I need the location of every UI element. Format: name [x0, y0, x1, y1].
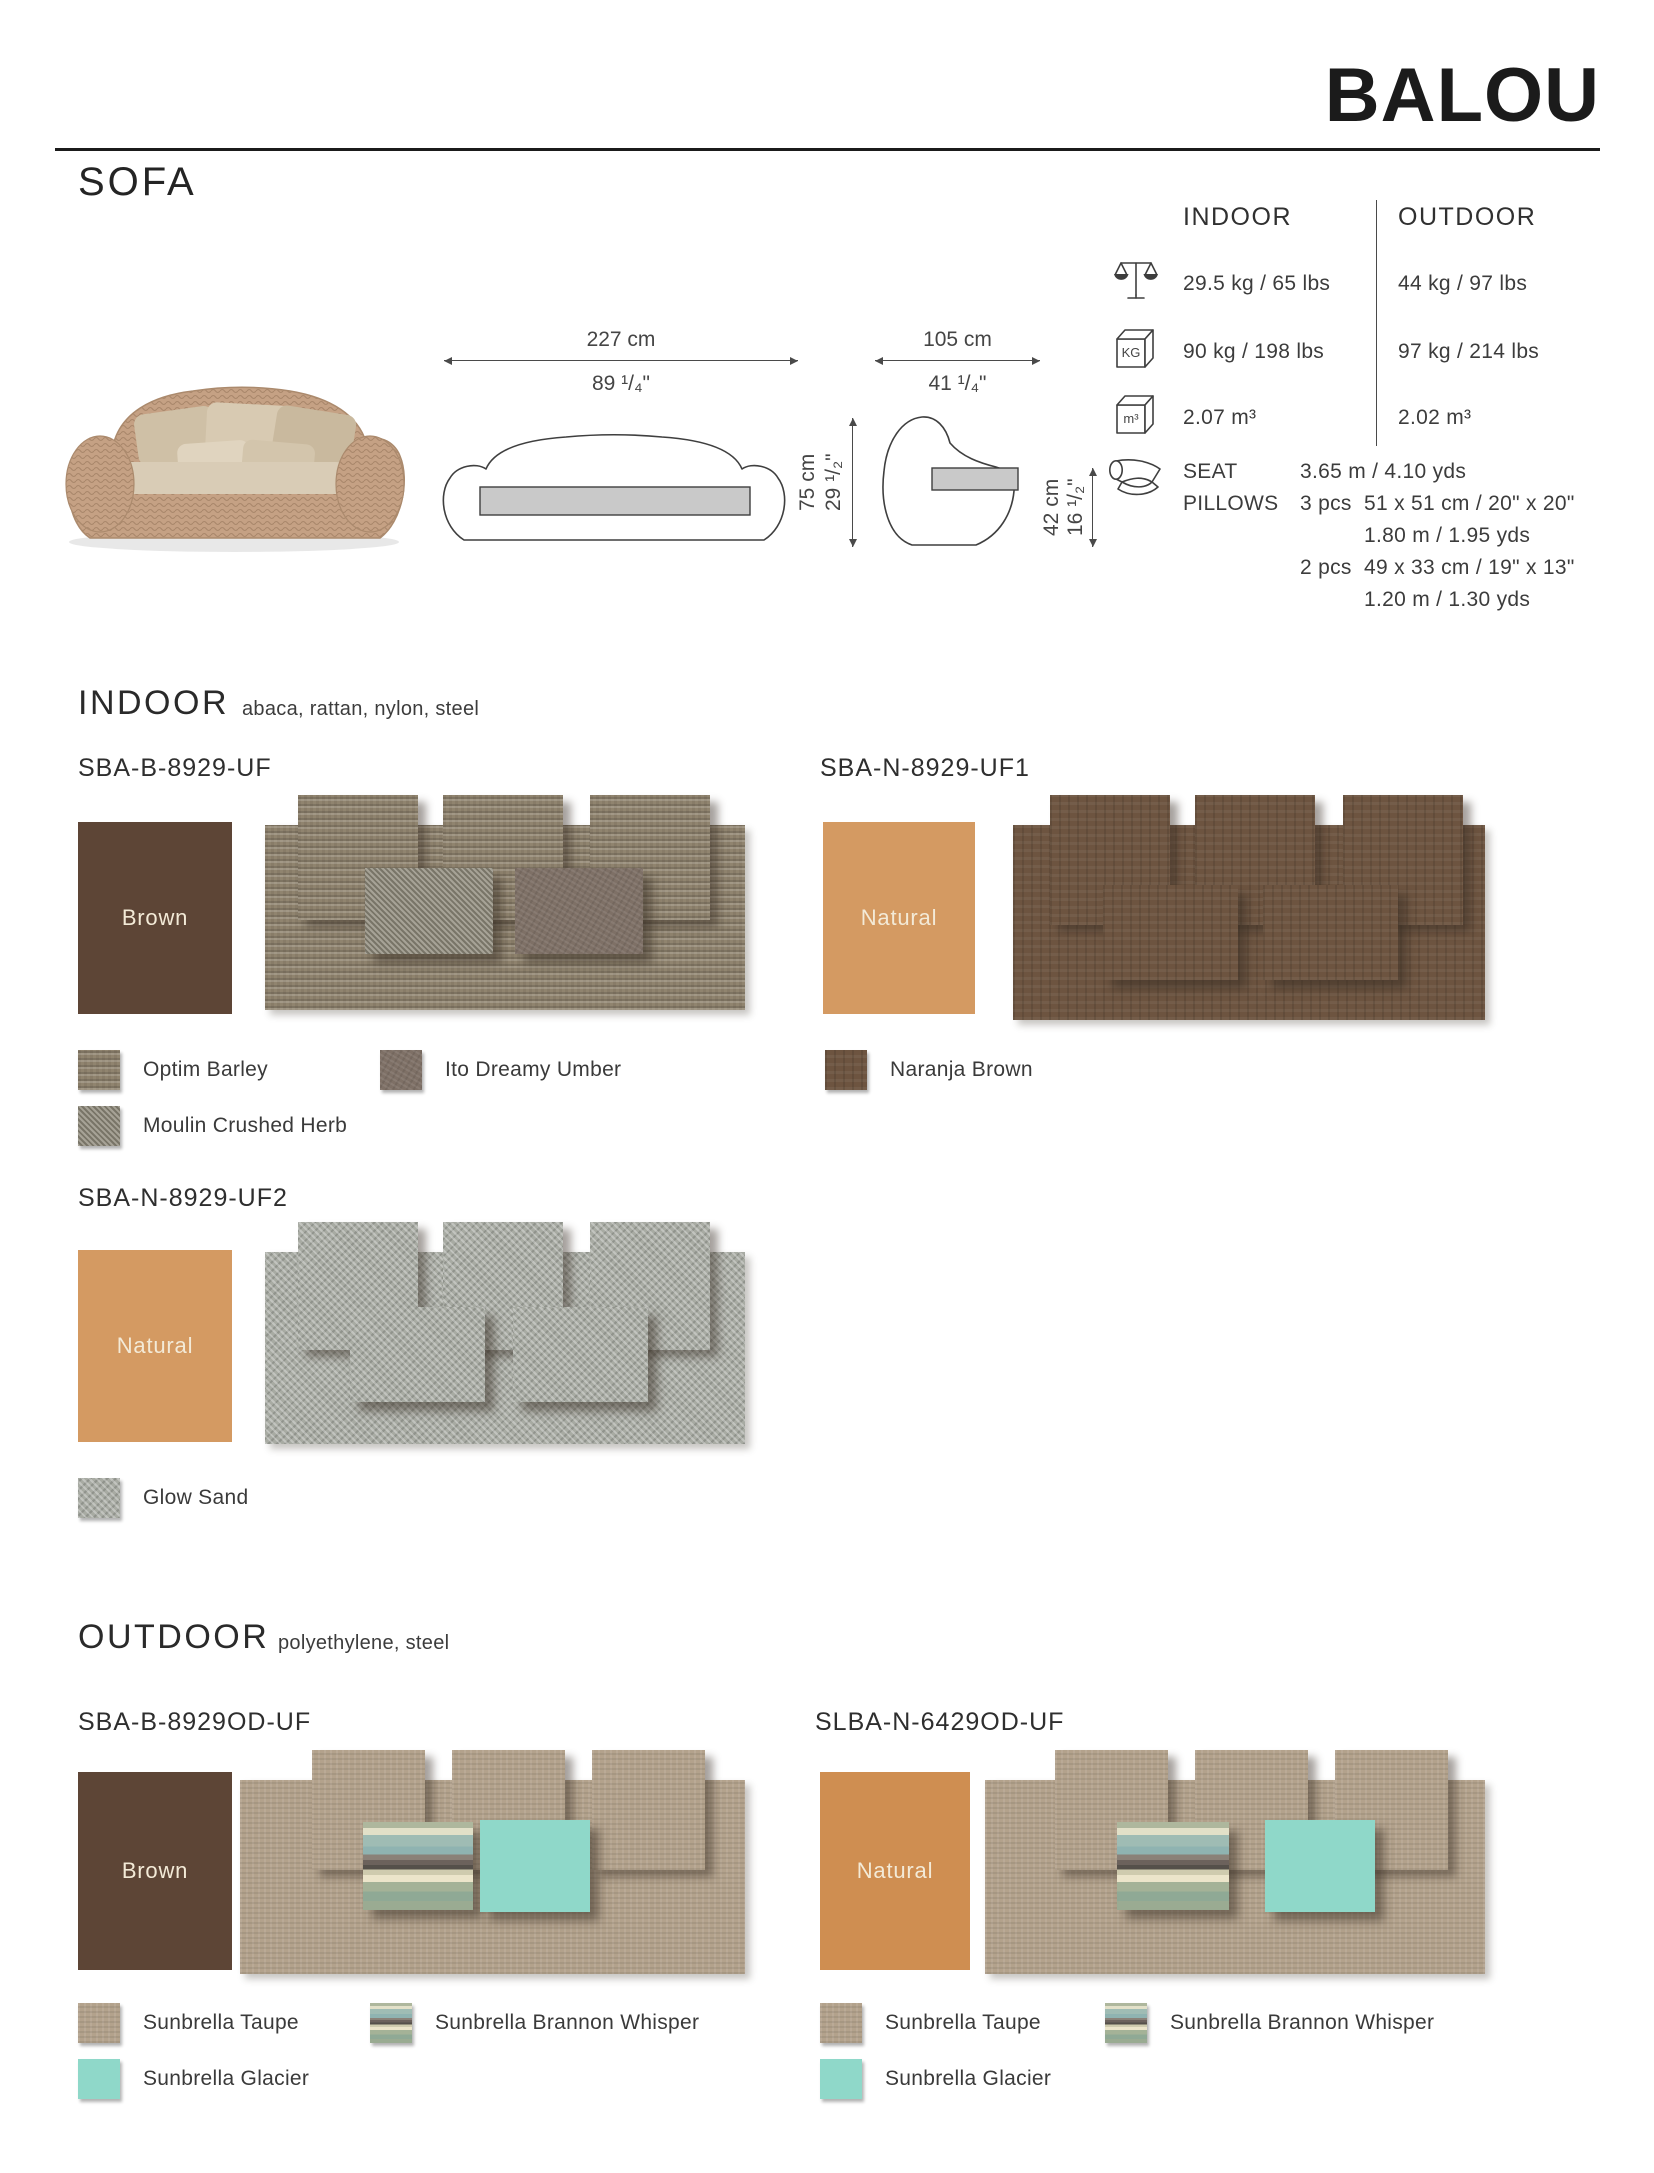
seat-pillows-total-yardage: 3.65 m / 4.10 yds [1300, 460, 1467, 483]
swatch-sunbrella-brannon-whisper [370, 2003, 412, 2043]
spec-net-weight-indoor: 29.5 kg / 65 lbs [1183, 272, 1331, 295]
svg-text:m³: m³ [1123, 411, 1139, 426]
dim-seat-height-in: 16 ¹/₂" [1064, 478, 1087, 537]
dim-side-depth-cm: 105 cm [923, 328, 992, 351]
spec-outdoor-header: OUTDOOR [1398, 203, 1537, 231]
swatch-label: Optim Barley [143, 1058, 268, 1081]
header-divider-line [55, 148, 1600, 151]
outdoor-materials: polyethylene, steel [278, 1632, 450, 1654]
finish-chip-brown [78, 822, 232, 1014]
fabric-collage [265, 1222, 745, 1444]
swatch-sunbrella-taupe [78, 2003, 120, 2043]
seat-pillows-qty-1: 3 pcs [1300, 492, 1352, 515]
finish-chip-label: Natural [856, 1858, 934, 1883]
swatch-label: Sunbrella Taupe [885, 2011, 1041, 2034]
product-code: SBA-B-8929OD-UF [78, 1708, 312, 1736]
product-code: SBA-N-8929-UF1 [820, 754, 1030, 782]
product-code: SBA-B-8929-UF [78, 754, 272, 782]
swatch-ito-dreamy-umber [380, 1050, 422, 1090]
swatch-label: Sunbrella Taupe [143, 2011, 299, 2034]
dim-side-depth-in: 41 ¹/₄" [928, 372, 987, 395]
scale-icon [1112, 258, 1160, 307]
indoor-section-title: INDOOR [78, 684, 229, 722]
spec-gross-weight-outdoor: 97 kg / 214 lbs [1398, 340, 1540, 363]
spec-column-divider [1376, 200, 1377, 446]
sofa-photo [58, 358, 413, 556]
swatch-glow-sand [78, 1478, 120, 1518]
spec-net-weight-outdoor: 44 kg / 97 lbs [1398, 272, 1528, 295]
dim-seat-height-arrow [1092, 468, 1093, 547]
swatch-label: Moulin Crushed Herb [143, 1114, 348, 1137]
side-view-drawing [876, 395, 1032, 547]
swatch-label: Naranja Brown [890, 1058, 1033, 1081]
swatch-moulin-crushed-herb [78, 1106, 120, 1146]
dim-height-cm: 75 cm [796, 453, 819, 512]
dim-front-width-in: 89 ¹/₄" [591, 372, 651, 395]
product-type-title: SOFA [78, 160, 197, 204]
seat-pillows-label-1: SEAT [1183, 460, 1238, 483]
spec-volume-indoor: 2.07 m³ [1183, 406, 1257, 429]
spec-volume-outdoor: 2.02 m³ [1398, 406, 1472, 429]
outdoor-section-title: OUTDOOR [78, 1618, 270, 1656]
fabric-roll-icon [1106, 456, 1168, 505]
finish-chip-label: Natural [860, 905, 938, 930]
finish-chip-label: Brown [121, 1858, 189, 1883]
dim-seat-height-cm: 42 cm [1040, 478, 1063, 537]
finish-chip-natural [820, 1772, 970, 1970]
seat-pillows-qty-2: 2 pcs [1300, 556, 1352, 579]
fabric-collage [985, 1750, 1485, 1974]
indoor-materials: abaca, rattan, nylon, steel [242, 698, 480, 720]
dim-height-arrow [852, 418, 853, 547]
finish-chip-natural [78, 1250, 232, 1442]
fabric-collage [1013, 795, 1485, 1020]
front-view-drawing [430, 398, 798, 543]
seat-pillows-size-1: 51 x 51 cm / 20" x 20" [1364, 492, 1575, 515]
swatch-sunbrella-taupe [820, 2003, 862, 2043]
swatch-optim-barley [78, 1050, 120, 1090]
dim-side-depth-arrow [875, 360, 1040, 361]
seat-pillows-size-2: 49 x 33 cm / 19" x 13" [1364, 556, 1575, 579]
product-code: SLBA-N-6429OD-UF [815, 1708, 1065, 1736]
finish-chip-natural [823, 822, 975, 1014]
spec-indoor-header: INDOOR [1183, 203, 1292, 231]
fabric-collage [265, 795, 745, 1010]
seat-pillows-label-2: PILLOWS [1183, 492, 1279, 515]
brand-title: BALOU [1324, 53, 1600, 138]
swatch-sunbrella-brannon-whisper [1105, 2003, 1147, 2043]
finish-chip-brown [78, 1772, 232, 1970]
product-code: SBA-N-8929-UF2 [78, 1184, 288, 1212]
swatch-label: Sunbrella Glacier [885, 2067, 1052, 2090]
svg-text:KG: KG [1121, 345, 1141, 360]
swatch-sunbrella-glacier [78, 2059, 120, 2099]
spec-gross-weight-indoor: 90 kg / 198 lbs [1183, 340, 1325, 363]
volume-box-icon [1112, 392, 1158, 443]
fabric-collage [240, 1750, 745, 1974]
finish-chip-label: Brown [121, 905, 189, 930]
swatch-label: Sunbrella Glacier [143, 2067, 310, 2090]
swatch-label: Sunbrella Brannon Whisper [435, 2011, 700, 2034]
swatch-naranja-brown [825, 1050, 867, 1090]
dim-front-width-cm: 227 cm [586, 328, 656, 351]
seat-pillows-yardage-1: 1.80 m / 1.95 yds [1364, 524, 1531, 547]
dim-front-width-arrow [444, 360, 798, 361]
dim-height-in: 29 ¹/₂" [822, 453, 845, 512]
seat-pillows-yardage-2: 1.20 m / 1.30 yds [1364, 588, 1531, 611]
swatch-label: Glow Sand [143, 1486, 249, 1509]
swatch-sunbrella-glacier [820, 2059, 862, 2099]
kg-box-icon [1112, 326, 1158, 377]
swatch-label: Sunbrella Brannon Whisper [1170, 2011, 1435, 2034]
swatch-label: Ito Dreamy Umber [445, 1058, 622, 1081]
finish-chip-label: Natural [116, 1333, 194, 1358]
